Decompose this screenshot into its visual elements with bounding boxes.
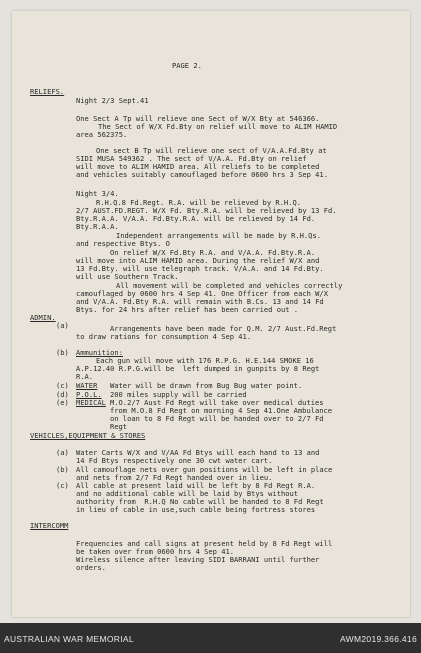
vehicles-item-c-line: in lieu of cable in use,such cable being fortress stores [76, 505, 316, 514]
vehicles-heading: VEHICLES,EQUIPMENT & STORES [30, 431, 146, 440]
reliefs-line: On relief W/X Fd.Bty R.A. and V/A.A. Fd.Bty.R.A. [110, 248, 315, 257]
admin-item-b-line: R.A. [76, 372, 94, 381]
reliefs-line: will use Southern Track. [76, 272, 179, 281]
reliefs-line: Bty.R.A.A. V/A.A. Fd.Bty.R.A. will be relieved by 14 Fd. [76, 214, 316, 223]
admin-item-label: (d) [56, 390, 69, 399]
document-body [12, 11, 410, 617]
footer-source-label: AUSTRALIAN WAR MEMORIAL [4, 634, 134, 644]
admin-item-label: (e) [56, 398, 69, 407]
reliefs-line: Bty.R.A.A. [76, 222, 119, 231]
admin-item-a-line: Arrangements have been made for Q.M. 2/7 Aust.Fd.Regt [110, 324, 337, 333]
admin-item-b-line: A.P.12.40 R.P.G.will be left dumped in gunpits by 8 Regt [76, 364, 320, 373]
admin-heading: ADMIN. [30, 313, 56, 322]
admin-item-e-line: Regt [110, 422, 128, 431]
vehicles-item-a-line: Water Carts W/X and V/AA Fd Btys will each hand to 13 and [76, 448, 320, 457]
document-page [12, 11, 410, 617]
intercomm-heading: INTERCOMM [30, 521, 69, 530]
admin-item-e-line: M.O.2/7 Aust Fd Regt will take over medical duties [110, 398, 324, 407]
intercomm-line: Frequencies and call signs at present held by 8 Fd Regt will [76, 539, 333, 548]
reliefs-line: One sect B Tp will relieve one sect of V/A.A.Fd.Bty at [96, 146, 327, 155]
reliefs-line: and V/A.A. Fd.Bty R.A. will remain with B.Cs. 13 and 14 Fd [76, 297, 324, 306]
vehicles-item-c-line: and no additional cable will be laid by Btys without [76, 489, 299, 498]
reliefs-line: will move into ALIM HAMID area. During the relief W/X and [76, 256, 320, 265]
admin-item-d-heading: P.O.L. [76, 390, 102, 399]
vehicles-item-c-line: authority from R.H.Q No cable will be handed to 8 Fd Regt [76, 497, 324, 506]
admin-item-b-heading: Ammunition: [76, 348, 123, 357]
footer-accession-number: AWM2019.366.416 [340, 634, 417, 644]
reliefs-line: will move to ALIM HAMID area. All reliefs to be completed [76, 162, 320, 171]
admin-item-c-heading: WATER [76, 381, 98, 390]
vehicles-item-label: (a) [56, 448, 69, 457]
vehicles-item-b-line: and nets from 2/7 Fd Regt handed over in lieu. [76, 473, 273, 482]
reliefs-line: and vehicles suitably camouflaged before 0600 hrs 3 Sep 41. [76, 170, 328, 179]
reliefs-line: 13 Fd.Bty. will use telegraph track. V/A.A. and 14 Fd.Bty. [76, 264, 324, 273]
intercomm-line: be taken over from 0600 hrs 4 Sep 41. [76, 547, 235, 556]
footer-bar [0, 623, 421, 653]
vehicles-item-label: (c) [56, 481, 69, 490]
reliefs-line: 2/7 AUST.FD.REGT. W/X Fd. Bty.R.A. will be relieved by 13 Fd. [76, 206, 337, 215]
admin-item-label: (c) [56, 381, 69, 390]
reliefs-line: Independent arrangements will be made by R.H.Qs. [116, 231, 321, 240]
reliefs-line: and respective Btys. O [76, 239, 170, 248]
admin-item-label: (b) [56, 348, 69, 357]
reliefs-line: SIDI MUSA 549362 . The sect of V/A.A. Fd.Bty on relief [76, 154, 307, 163]
reliefs-line: area 562375. [76, 130, 128, 139]
admin-item-label: (a) [56, 321, 69, 330]
admin-item-b-line: Each gun will move with 176 R.P.G. H.E.144 SMOKE 16 [96, 356, 314, 365]
admin-item-e-line: on loan to 8 Fd Regt will be handed over to 2/7 Fd [110, 414, 324, 423]
page-title: PAGE 2. [172, 61, 202, 70]
admin-item-c-text: Water will be drawn from Bug Bug water point. [110, 381, 303, 390]
vehicles-item-b-line: All camouflage nets over gun positions will be left in place [76, 465, 333, 474]
reliefs-line: The Sect of W/X Fd.Bty on relief will move to ALIM HAMID [98, 122, 338, 131]
admin-item-a-line: to draw rations for consumption 4 Sep 41. [76, 332, 252, 341]
reliefs-line: Btys. for 24 hrs after relief has been carried out . [76, 305, 299, 314]
reliefs-line: All movement will be completed and vehicles correctly [116, 281, 343, 290]
admin-item-d-text: 200 miles supply will be carried [110, 390, 247, 399]
vehicles-item-label: (b) [56, 465, 69, 474]
reliefs-line: camouflaged by 0600 hrs 4 Sep 41. One Officer from each W/X [76, 289, 328, 298]
reliefs-line: R.H.Q.8 Fd.Regt. R.A. will be relieved by R.H.Q. [96, 198, 301, 207]
vehicles-item-c-line: All cable at present laid will be left by 8 Fd Regt R.A. [76, 481, 316, 490]
intercomm-line: Wireless silence after leaving SIDI BARRANI until further [76, 555, 320, 564]
admin-item-e-heading: MEDICAL [76, 398, 106, 407]
reliefs-night-2: Night 3/4. [76, 189, 119, 198]
reliefs-heading: RELIEFS. [30, 87, 65, 96]
reliefs-night-1: Night 2/3 Sept.41 [76, 96, 149, 105]
admin-item-e-line: from M.O.8 Fd Regt on morning 4 Sep 41.One Ambulance [110, 406, 333, 415]
intercomm-line: orders. [76, 563, 106, 572]
reliefs-line: One Sect A Tp will relieve one Sect of W/X Bty at 546366. [76, 114, 320, 123]
vehicles-item-a-line: 14 Fd Btys respectively one 30 cwt water cart. [76, 456, 273, 465]
